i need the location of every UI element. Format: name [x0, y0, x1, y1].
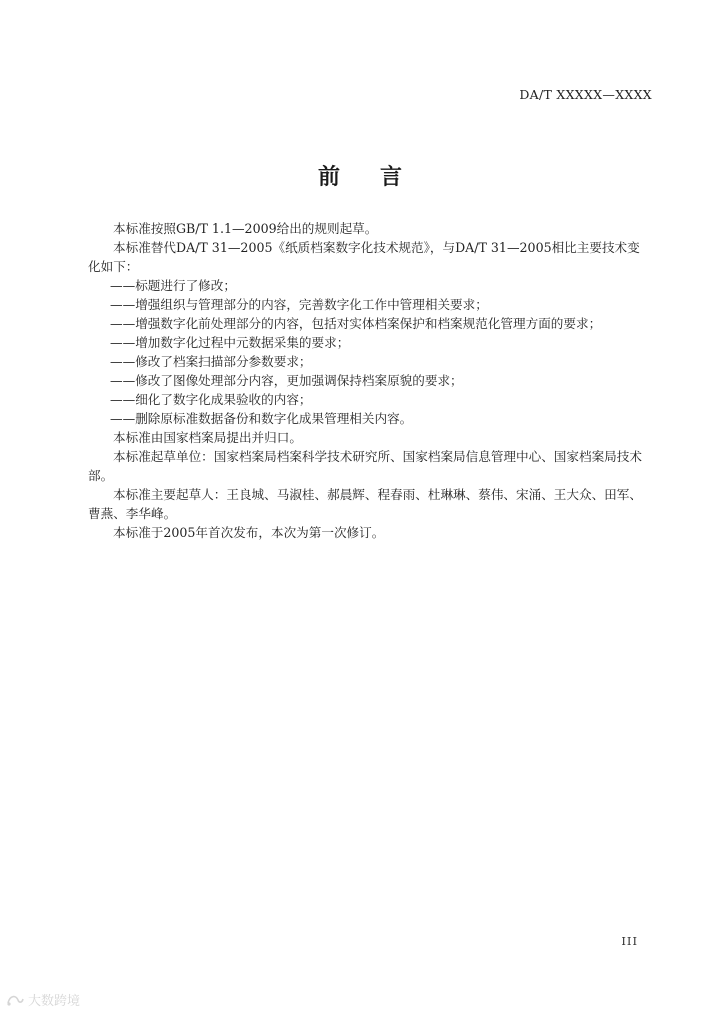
paragraph: 本标准按照GB/T 1.1—2009给出的规则起草。	[113, 221, 378, 236]
list-item: ——修改了图像处理部分内容，更加强调保持档案原貌的要求；	[110, 373, 463, 388]
watermark	[6, 990, 80, 1009]
page-title: 前言	[317, 164, 442, 190]
list-item: ——修改了档案扫描部分参数要求；	[110, 354, 312, 369]
paragraph: 本标准由国家档案局提出并归口。	[113, 430, 302, 445]
list-item: ——标题进行了修改；	[110, 278, 236, 293]
list-item: ——删除原标准数据备份和数字化成果管理相关内容。	[110, 411, 413, 426]
page-number: III	[621, 934, 638, 948]
standard-code: DA/T XXXXX—XXXX	[519, 87, 652, 102]
list-item: ——增强组织与管理部分的内容，完善数字化工作中管理相关要求；	[110, 297, 488, 312]
body-text	[88, 219, 650, 542]
paragraph: 本标准于2005年首次发布，本次为第一次修订。	[113, 525, 385, 540]
paragraph: 本标准起草单位：国家档案局档案科学技术研究所、国家档案局信息管理中心、国家档案局技术部。	[88, 449, 642, 483]
logo-icon	[6, 993, 24, 1007]
paragraph: 本标准替代DA/T 31—2005《纸质档案数字化技术规范》，与DA/T 31—2005相比主要技术变化如下：	[88, 240, 640, 274]
paragraph: 本标准主要起草人：王良城、马淑桂、郝晨辉、程春雨、杜琳琳、蔡伟、宋涌、王大众、田军、曹燕、李华峰。	[88, 487, 642, 521]
watermark-text: 大数跨境	[28, 994, 81, 1009]
list-item: ——细化了数字化成果验收的内容；	[110, 392, 312, 407]
list-item: ——增加数字化过程中元数据采集的要求；	[110, 335, 350, 350]
list-item: ——增强数字化前处理部分的内容，包括对实体档案保护和档案规范化管理方面的要求；	[110, 316, 602, 331]
